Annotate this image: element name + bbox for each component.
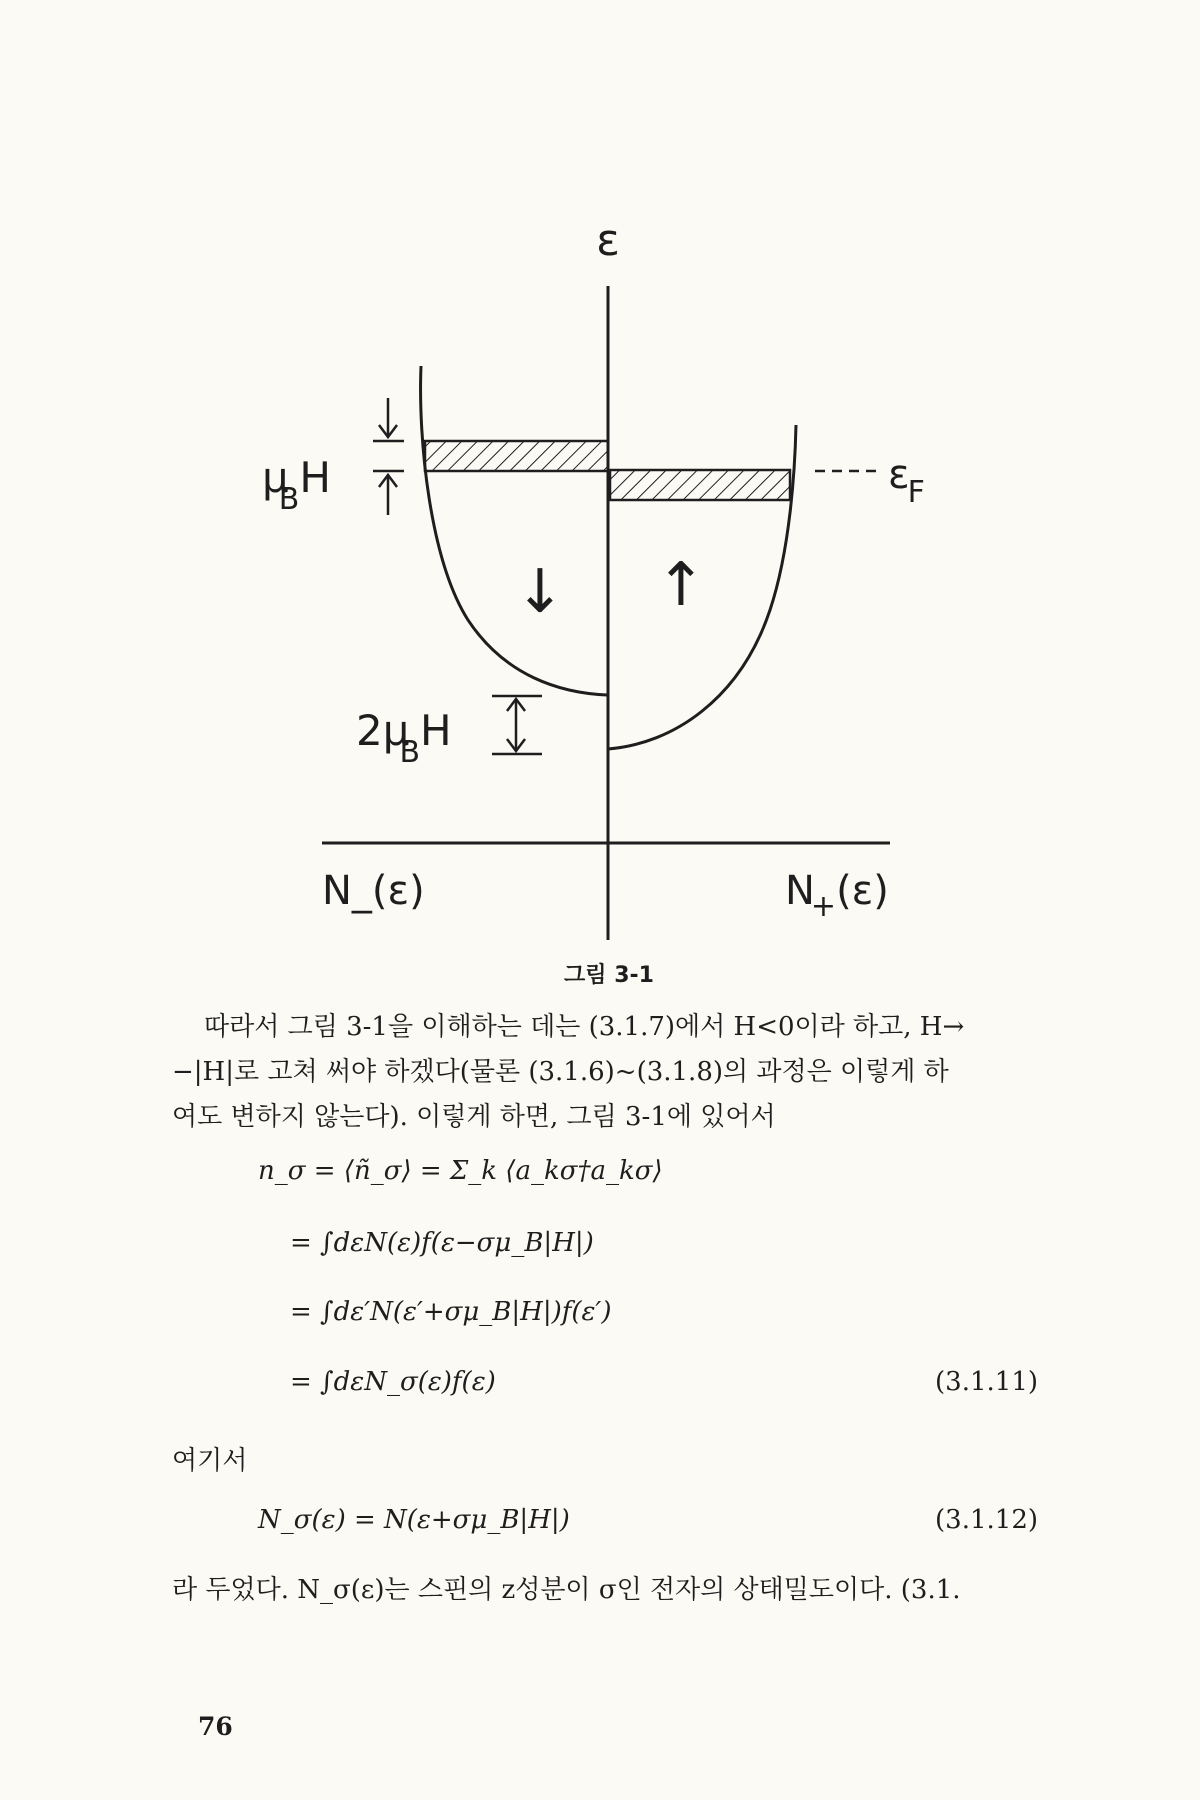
equation-body: = ∫dεN_σ(ε)f(ε) bbox=[290, 1367, 496, 1397]
paragraph-line: 여도 변하지 않는다). 이렇게 하면, 그림 3-1에 있어서 bbox=[172, 1102, 776, 1132]
page-number: 76 bbox=[198, 1712, 233, 1741]
spin-down-hatched-band bbox=[425, 441, 608, 471]
equation-line-3: = ∫dε′N(ε′+σμ_B|H|)f(ε′) bbox=[290, 1297, 612, 1327]
equation-line-2: = ∫dεN(ε)f(ε−σμ_B|H|) bbox=[290, 1228, 594, 1258]
split-energy-label: 2μBH bbox=[356, 706, 452, 770]
paragraph-line: 라 두었다. N_σ(ε)는 스핀의 z성분이 σ인 전자의 상태밀도이다. (3.1. bbox=[172, 1575, 961, 1605]
equation-body: N_σ(ε) = N(ε+σμ_B|H|) bbox=[258, 1505, 570, 1535]
equation-N-sigma bbox=[258, 1505, 1038, 1535]
equation-n-sigma: n_σ = ⟨ñ_σ⟩ = Σ_k ⟨a_kσ†a_kσ⟩ bbox=[258, 1156, 663, 1186]
spin-down-arrow: ↓ bbox=[514, 557, 566, 627]
left-dos-label: N_(ε) bbox=[322, 868, 425, 914]
paragraph-line: −|H|로 고쳐 써야 하겠다(물론 (3.1.6)~(3.1.8)의 과정은 이렇게 하 bbox=[172, 1057, 949, 1087]
where-label: 여기서 bbox=[172, 1446, 248, 1476]
zeeman-width-marker bbox=[373, 398, 404, 515]
spin-up-arrow: ↑ bbox=[655, 550, 707, 620]
fermi-energy-label: εF bbox=[888, 452, 925, 510]
paragraph-definition bbox=[172, 1568, 1076, 1613]
equation-line-4 bbox=[290, 1367, 1038, 1397]
equation-number: (3.1.12) bbox=[935, 1505, 1038, 1535]
energy-axis-label: ε bbox=[596, 215, 620, 266]
paragraph-line: 따라서 그림 3-1을 이해하는 데는 (3.1.7)에서 H<0이라 하고, H→ bbox=[204, 1012, 965, 1042]
right-dos-label: N+(ε) bbox=[785, 868, 889, 924]
zeeman-energy-label: μBH bbox=[262, 453, 331, 517]
paragraph-intro bbox=[172, 1005, 1076, 1140]
split-width-marker bbox=[492, 696, 542, 754]
figure-caption: 그림 3-1 bbox=[564, 963, 654, 988]
spin-up-hatched-band bbox=[610, 470, 790, 500]
equation-number: (3.1.11) bbox=[935, 1367, 1038, 1397]
spin-down-dos-curve bbox=[421, 366, 607, 695]
